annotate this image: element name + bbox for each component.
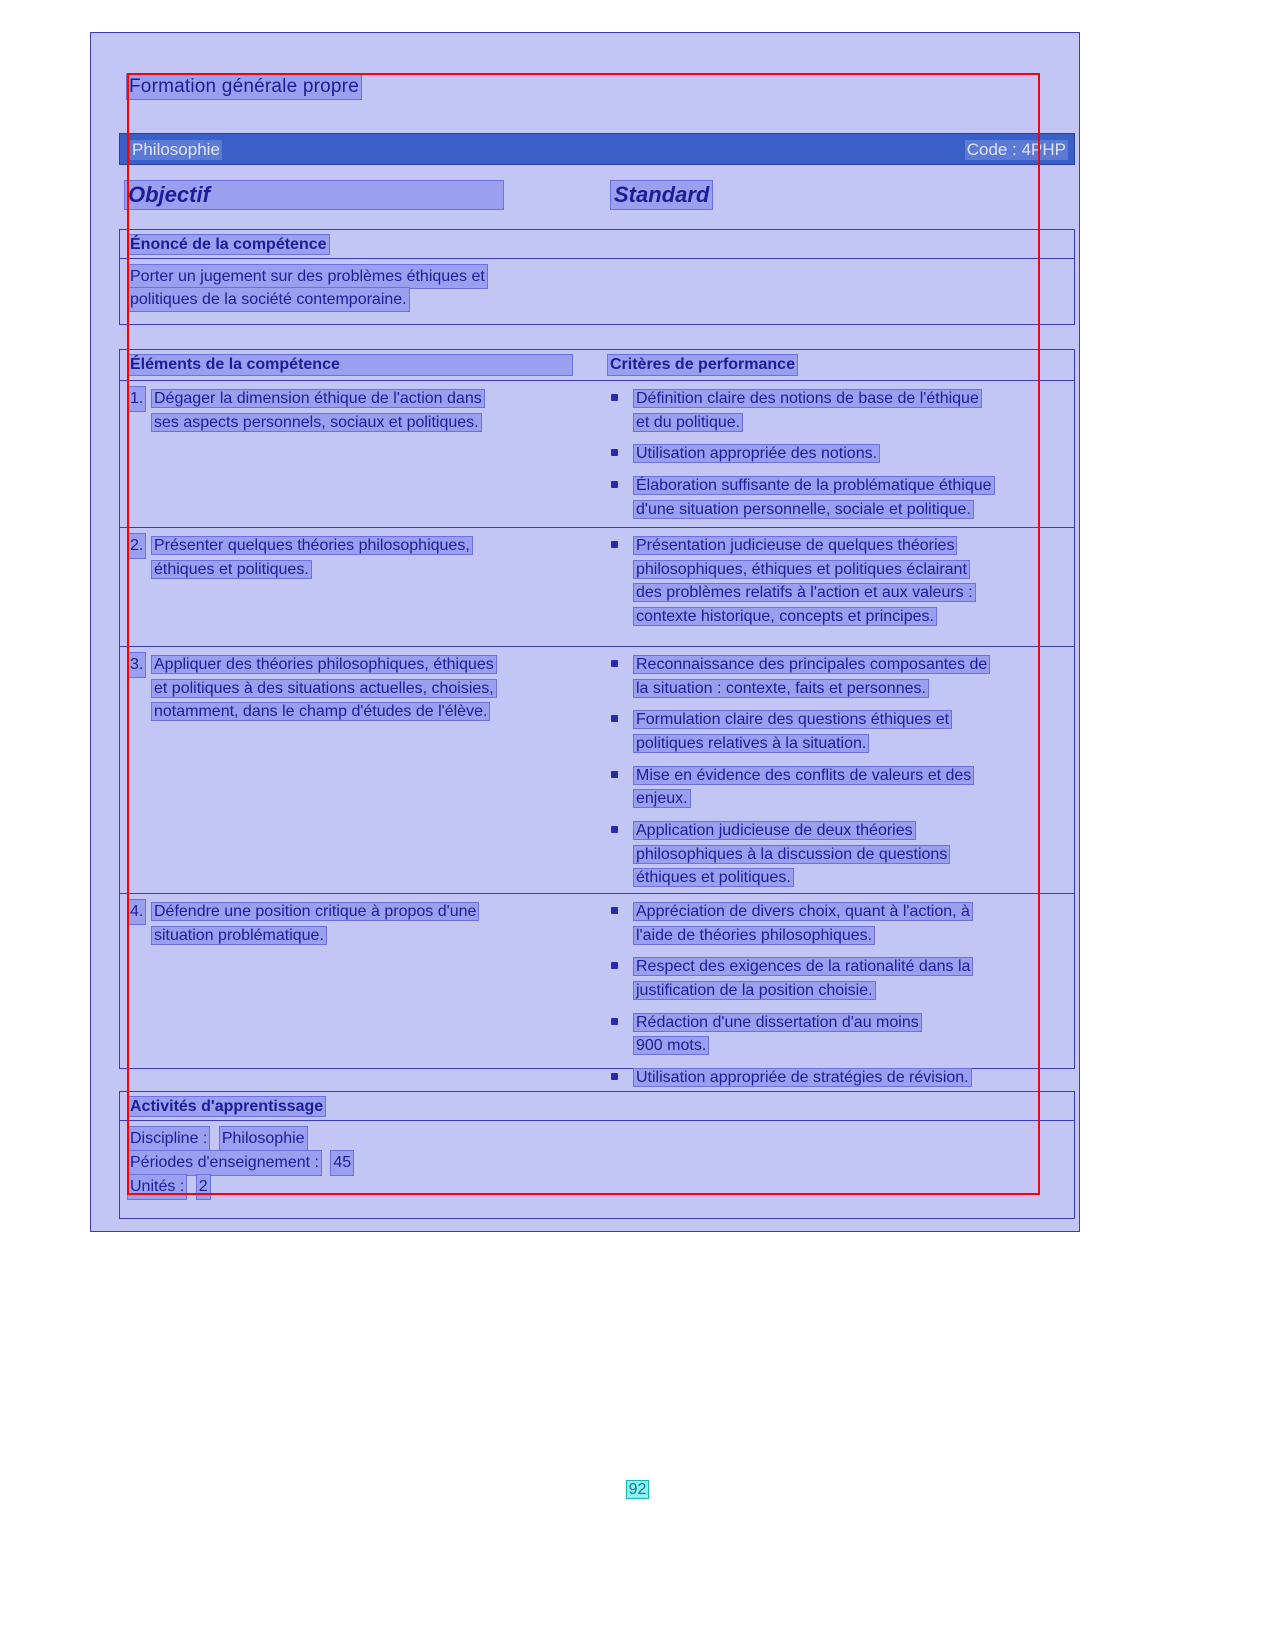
bullet-icon [611, 1018, 618, 1025]
criterion-line: philosophiques à la discussion de questions [636, 845, 948, 863]
criterion-line: et du politique. [636, 413, 741, 431]
code-label: Code : [966, 140, 1017, 159]
criterion-line: justification de la position choisie. [636, 982, 873, 1000]
criteria-cell [608, 534, 1070, 629]
competence-line [128, 265, 1066, 288]
table-row [120, 894, 1074, 1098]
page-inner [91, 33, 1079, 1231]
elements-heading-left-text: Éléments de la compétence [130, 356, 340, 373]
criterion [608, 534, 1070, 629]
criterion-line: éthiques et politiques. [636, 869, 791, 887]
criterion-line: d'une situation personnelle, sociale et politique. [636, 500, 971, 518]
criterion-line: Présentation judicieuse de quelques théories [636, 537, 955, 554]
element-line: ses aspects personnels, sociaux et politiques. [154, 413, 479, 431]
table-row [120, 528, 1074, 647]
element-item [128, 653, 588, 724]
criterion-line: Application judicieuse de deux théories [636, 822, 913, 840]
activite-value: 2 [197, 1175, 210, 1199]
bullet-icon [611, 449, 618, 456]
criterion-line: politiques relatives à la situation. [636, 735, 867, 753]
criteria-cell [608, 900, 1070, 1090]
criterion [608, 708, 1070, 755]
criterion [608, 900, 1070, 947]
elements-heading-left [128, 355, 572, 375]
code-value: 4PHP [1021, 140, 1066, 159]
column-header-objectif [125, 181, 503, 209]
element-cell [128, 900, 588, 947]
bullet-icon [611, 907, 618, 914]
competence-line-1: Porter un jugement sur des problèmes éthiques et [128, 265, 487, 288]
element-item [128, 900, 588, 947]
criterion-line: l'aide de théories philosophiques. [636, 926, 873, 944]
criterion-line: la situation : contexte, faits et personnes. [636, 679, 926, 697]
elements-header-row [120, 350, 1074, 381]
criteria-cell [608, 387, 1070, 521]
criteria-cell [608, 653, 1070, 890]
criterion [608, 764, 1070, 811]
criterion-line: 900 mots. [636, 1037, 707, 1055]
competence-body [120, 259, 1074, 319]
bullet-icon [611, 715, 618, 722]
bullet-icon [611, 660, 618, 667]
discipline-code-bar [119, 133, 1075, 165]
section-title: Formation générale propre [129, 76, 359, 97]
criterion [608, 1066, 1070, 1090]
element-cell [128, 653, 588, 724]
discipline-code [965, 140, 1068, 160]
competence-line [128, 288, 1066, 311]
criterion [608, 1011, 1070, 1058]
activites-box [119, 1091, 1075, 1219]
activites-heading [120, 1092, 1074, 1121]
element-item [128, 387, 588, 434]
criterion-line: Élaboration suffisante de la problématique éthique [636, 477, 992, 495]
bullet-icon [611, 394, 618, 401]
activite-item [128, 1127, 1066, 1151]
criterion-line: Utilisation appropriée des notions. [636, 445, 878, 463]
element-number: 3. [128, 653, 145, 677]
criterion-line: Appréciation de divers choix, quant à l'action, à [636, 903, 970, 920]
criterion-line: Utilisation appropriée de stratégies de révision. [636, 1069, 969, 1087]
elements-heading-right: Critères de performance [610, 356, 795, 373]
table-row [120, 647, 1074, 894]
criterion-line: philosophiques, éthiques et politiques éclairant [636, 560, 967, 578]
criterion-line: Formulation claire des questions éthiques et [636, 711, 950, 729]
bullet-icon [611, 962, 618, 969]
activite-item [128, 1175, 1066, 1199]
criterion [608, 819, 1070, 890]
element-line: Dégager la dimension éthique de l'action dans [154, 390, 482, 407]
criterion [608, 387, 1070, 434]
activite-value: Philosophie [220, 1127, 307, 1151]
activite-key: Discipline : [128, 1127, 209, 1151]
criterion [608, 442, 1070, 466]
competence-box [119, 229, 1075, 325]
activite-key: Périodes d'enseignement : [128, 1151, 321, 1175]
table-row [120, 381, 1074, 528]
criterion-line: Définition claire des notions de base de l'éthique [636, 390, 979, 407]
document-page [90, 32, 1080, 1232]
element-line: situation problématique. [154, 926, 324, 944]
activite-value: 45 [331, 1151, 353, 1175]
criterion-line: Mise en évidence des conflits de valeurs et des [636, 766, 972, 784]
element-line: notamment, dans le champ d'études de l'élève. [154, 703, 488, 721]
bullet-icon [611, 481, 618, 488]
element-cell [128, 534, 588, 581]
element-cell [128, 387, 588, 434]
activite-key: Unités : [128, 1175, 186, 1199]
element-line: Défendre une position critique à propos d'une [154, 903, 477, 920]
criterion-line: des problèmes relatifs à l'action et aux valeurs : [636, 584, 973, 602]
bullet-icon [611, 541, 618, 548]
element-line: Présenter quelques théories philosophiques, [154, 537, 470, 554]
criterion-line: Reconnaissance des principales composantes de [636, 656, 988, 673]
elements-box [119, 349, 1075, 1087]
activite-item [128, 1151, 1066, 1175]
bullet-icon [611, 1073, 618, 1080]
criterion-line: enjeux. [636, 790, 688, 808]
criterion-line: contexte historique, concepts et principes. [636, 608, 934, 626]
page-number-text: 92 [628, 1481, 647, 1498]
activites-heading-text: Activités d'apprentissage [130, 1098, 324, 1115]
criterion-line: Respect des exigences de la rationalité dans la [636, 958, 971, 976]
competence-heading-text: Énoncé de la compétence [130, 236, 327, 253]
criterion [608, 955, 1070, 1002]
criterion [608, 653, 1070, 700]
element-line: et politiques à des situations actuelles, choisies, [154, 679, 494, 697]
discipline-name: Philosophie [132, 140, 220, 159]
criterion [608, 474, 1070, 521]
element-number: 4. [128, 900, 145, 924]
element-line: Appliquer des théories philosophiques, éthiques [154, 656, 494, 673]
bullet-icon [611, 771, 618, 778]
column-header-standard: Standard [611, 181, 712, 209]
criterion-line: Rédaction d'une dissertation d'au moins [636, 1013, 919, 1031]
objectif-label: Objectif [128, 182, 210, 207]
competence-heading [120, 230, 1074, 259]
bullet-icon [611, 826, 618, 833]
element-number: 2. [128, 534, 145, 558]
element-number: 1. [128, 387, 145, 411]
page-number [0, 1481, 1275, 1499]
element-line: éthiques et politiques. [154, 560, 309, 578]
column-headers [121, 181, 1075, 211]
element-item [128, 534, 588, 581]
activites-body [120, 1121, 1074, 1207]
competence-line-2: politiques de la société contemporaine. [128, 288, 409, 311]
